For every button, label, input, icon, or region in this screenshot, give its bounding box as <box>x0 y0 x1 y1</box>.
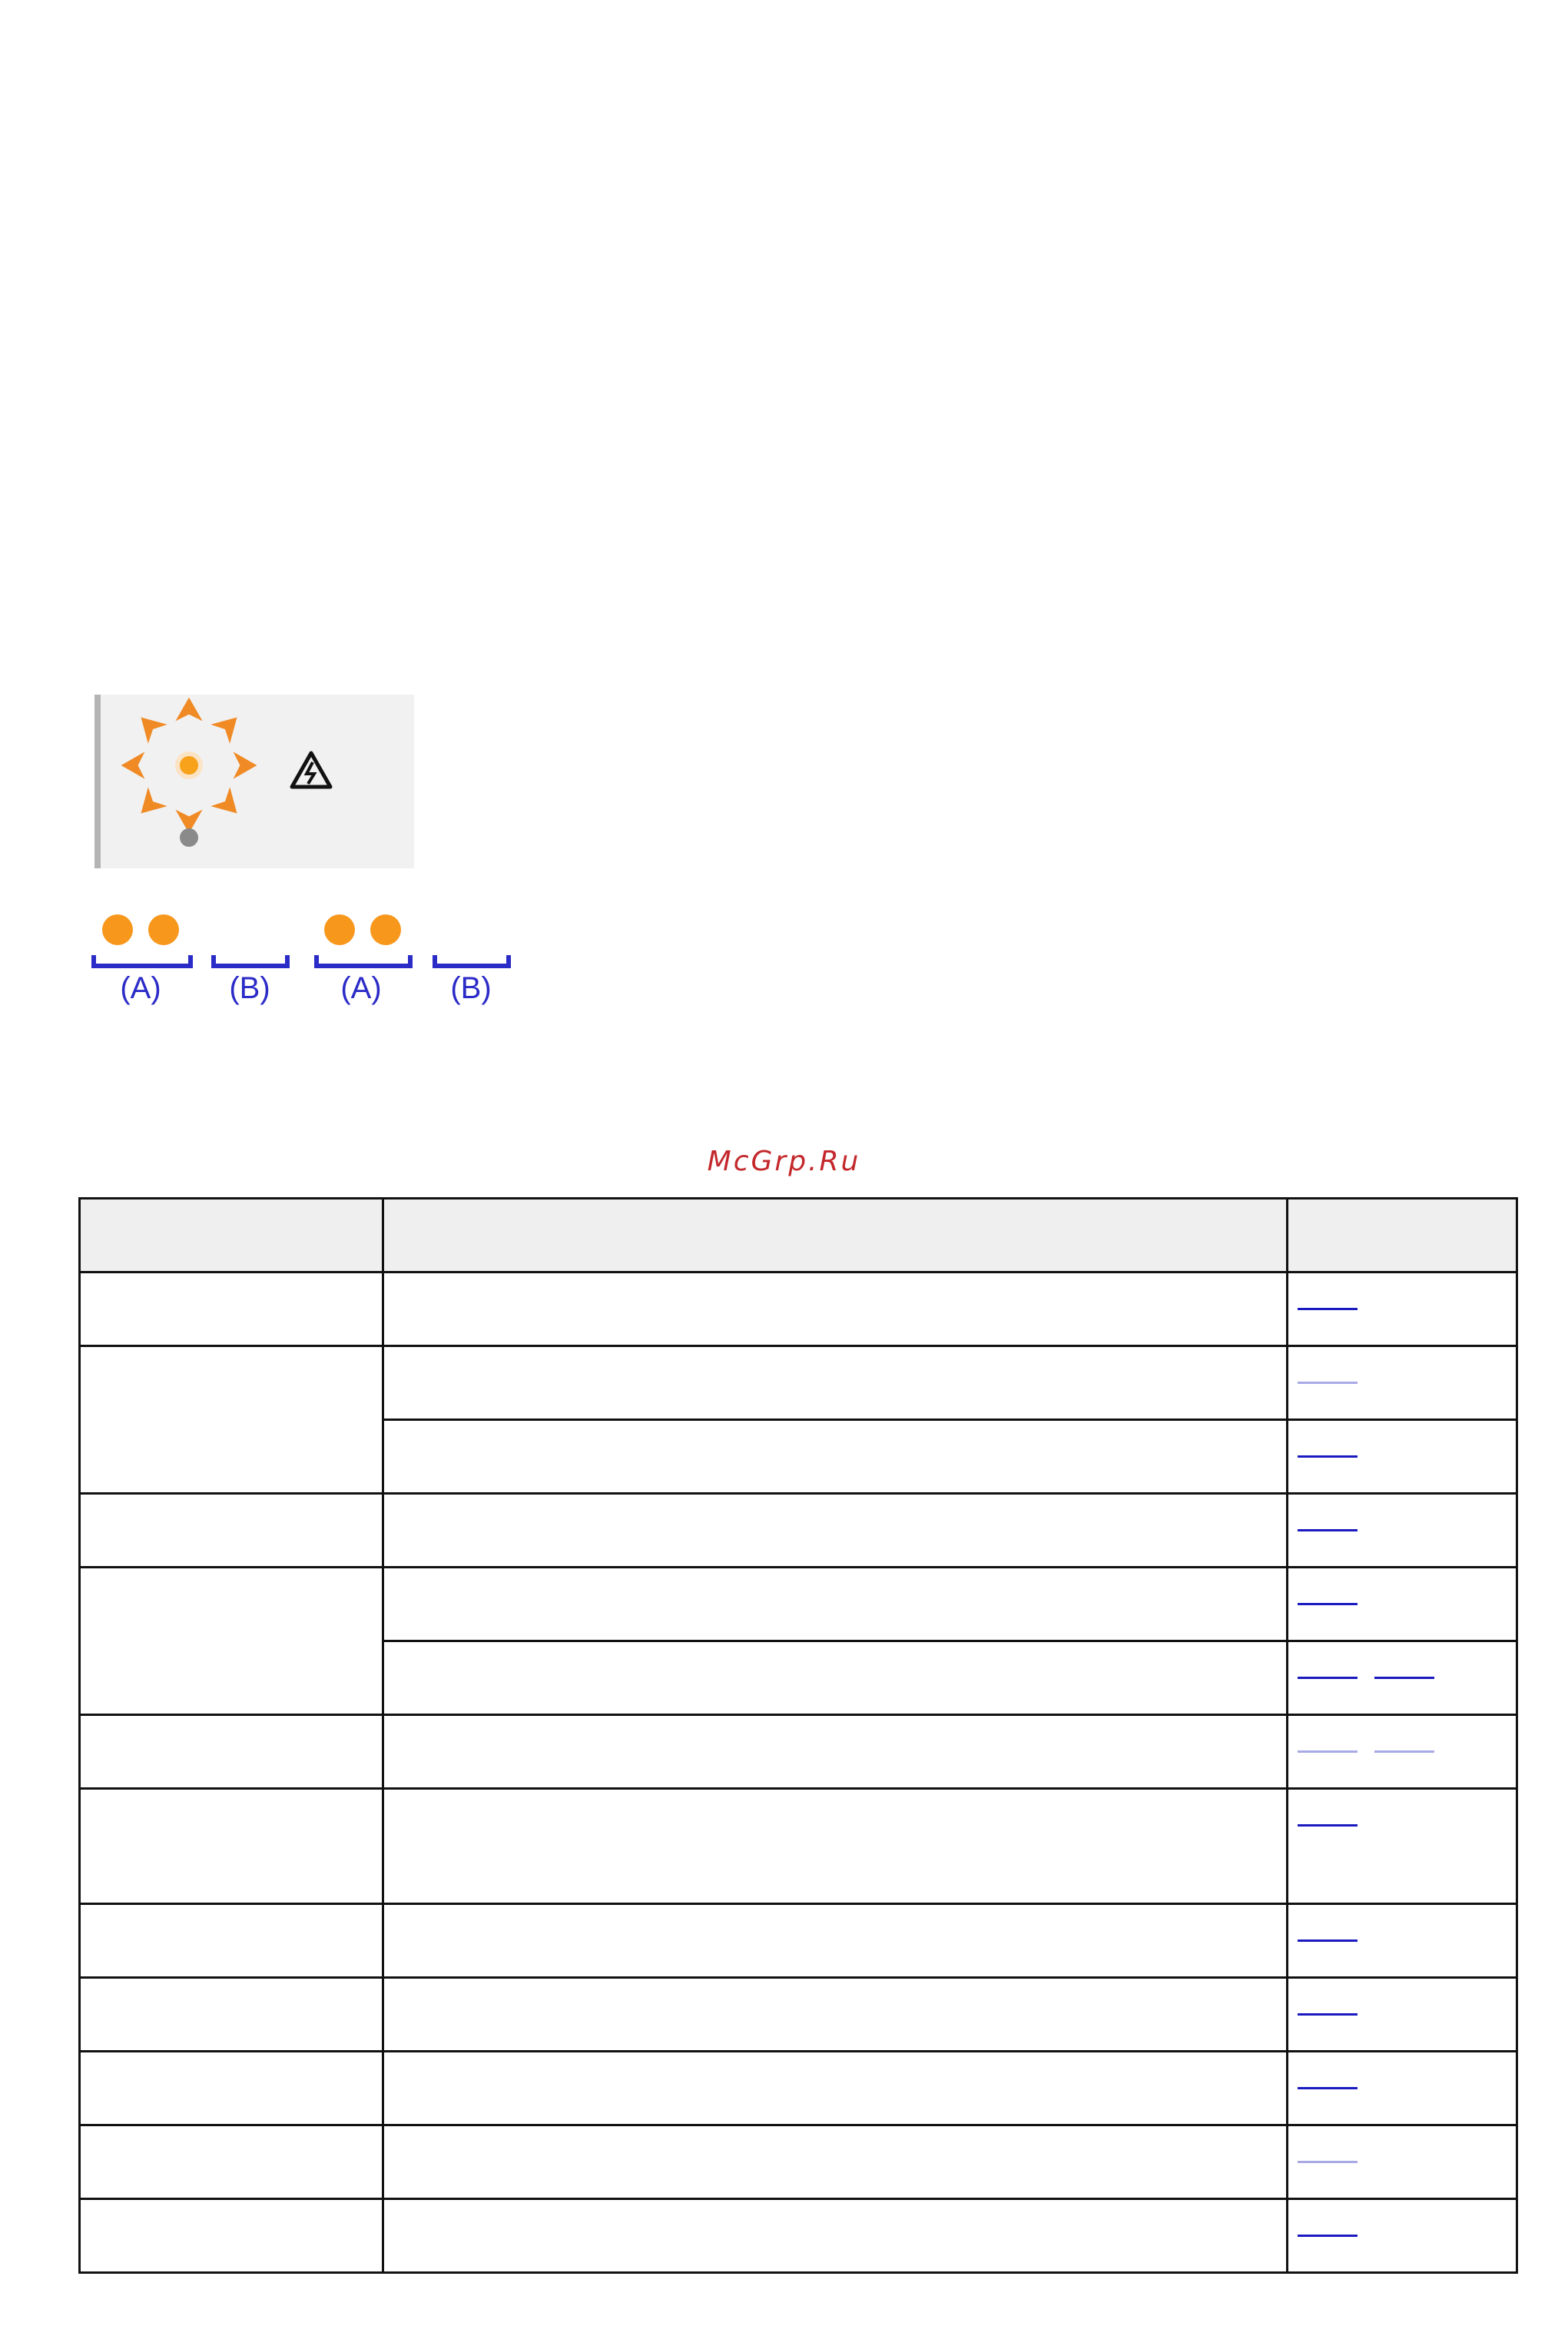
label-a: (A) <box>120 971 161 1005</box>
cell-ref <box>1287 2199 1517 2273</box>
cell-action <box>383 1904 1287 1978</box>
reference-link[interactable] <box>1298 1720 1357 1753</box>
table-row <box>80 2052 1517 2125</box>
cell-cause <box>80 1346 383 1494</box>
table-row <box>80 2199 1517 2273</box>
label-a: (A) <box>340 971 382 1005</box>
reference-link[interactable] <box>1298 1498 1357 1531</box>
cell-action <box>383 2199 1287 2273</box>
warning-triangle-icon <box>292 753 330 787</box>
reference-link[interactable] <box>1298 1646 1357 1679</box>
cell-ref <box>1287 1641 1517 1715</box>
cell-cause <box>80 1272 383 1346</box>
watermark: McGrp.Ru <box>707 1146 861 1177</box>
reference-link[interactable] <box>1298 1572 1357 1605</box>
cell-action <box>383 1494 1287 1568</box>
alarm-lamp-illustration <box>94 695 414 868</box>
bracket-b <box>435 955 509 966</box>
table-row <box>80 1904 1517 1978</box>
cell-ref <box>1287 1272 1517 1346</box>
lamp-dot <box>324 914 355 945</box>
cell-cause <box>80 1978 383 2052</box>
table-row <box>80 1494 1517 1568</box>
reference-link[interactable] <box>1298 1983 1357 2016</box>
header-cell <box>383 1199 1287 1272</box>
reference-link[interactable] <box>1298 1793 1357 1827</box>
cell-ref <box>1287 2125 1517 2199</box>
cell-ref <box>1287 1789 1517 1904</box>
label-b: (B) <box>450 971 492 1005</box>
cell-ref <box>1287 2052 1517 2125</box>
reference-link[interactable] <box>1298 1277 1357 1310</box>
cell-cause <box>80 2199 383 2273</box>
bracket-a <box>94 955 191 966</box>
reference-link[interactable] <box>1298 2130 1357 2163</box>
table-row <box>80 1978 1517 2052</box>
cell-action <box>383 1715 1287 1789</box>
cell-cause <box>80 2052 383 2125</box>
table-row <box>80 2125 1517 2199</box>
reference-link[interactable] <box>1298 1909 1357 1942</box>
cell-cause <box>80 1568 383 1715</box>
table-row <box>80 1715 1517 1789</box>
cell-ref <box>1287 1494 1517 1568</box>
reference-link[interactable] <box>1298 2056 1357 2089</box>
table-row <box>80 1346 1517 1420</box>
cell-action <box>383 2052 1287 2125</box>
label-b: (B) <box>229 971 270 1005</box>
cell-ref <box>1287 1715 1517 1789</box>
error-table <box>78 1197 1518 2274</box>
cell-action <box>383 1420 1287 1494</box>
reference-link[interactable] <box>1298 2204 1357 2237</box>
cell-ref <box>1287 1904 1517 1978</box>
cell-action <box>383 1978 1287 2052</box>
flashing-alarm-lamp-icon <box>101 695 420 868</box>
lamp-dot <box>370 914 401 945</box>
cell-action <box>383 1641 1287 1715</box>
lamp-dot <box>148 914 179 945</box>
header-cell <box>1287 1199 1517 1272</box>
table-row <box>80 1568 1517 1641</box>
cell-ref <box>1287 1420 1517 1494</box>
reference-link[interactable] <box>1374 1646 1434 1679</box>
indicator-dot <box>180 828 198 847</box>
header-cell <box>80 1199 383 1272</box>
cell-cause <box>80 1494 383 1568</box>
cell-cause <box>80 2125 383 2199</box>
cell-ref <box>1287 1568 1517 1641</box>
lamp-dot <box>102 914 133 945</box>
table-header-row <box>80 1199 1517 1272</box>
table-row <box>80 1789 1517 1904</box>
cell-action <box>383 1789 1287 1904</box>
cell-ref <box>1287 1978 1517 2052</box>
cell-action <box>383 2125 1287 2199</box>
reference-link[interactable] <box>1374 1720 1434 1753</box>
cell-action <box>383 1568 1287 1641</box>
table-row <box>80 1272 1517 1346</box>
cell-action <box>383 1272 1287 1346</box>
cell-cause <box>80 1715 383 1789</box>
reference-link[interactable] <box>1298 1351 1357 1384</box>
reference-link[interactable] <box>1298 1425 1357 1458</box>
cell-cause <box>80 1904 383 1978</box>
cell-ref <box>1287 1346 1517 1420</box>
cell-action <box>383 1346 1287 1420</box>
bracket-a <box>317 955 410 966</box>
cell-cause <box>80 1789 383 1904</box>
bracket-b <box>214 955 287 966</box>
